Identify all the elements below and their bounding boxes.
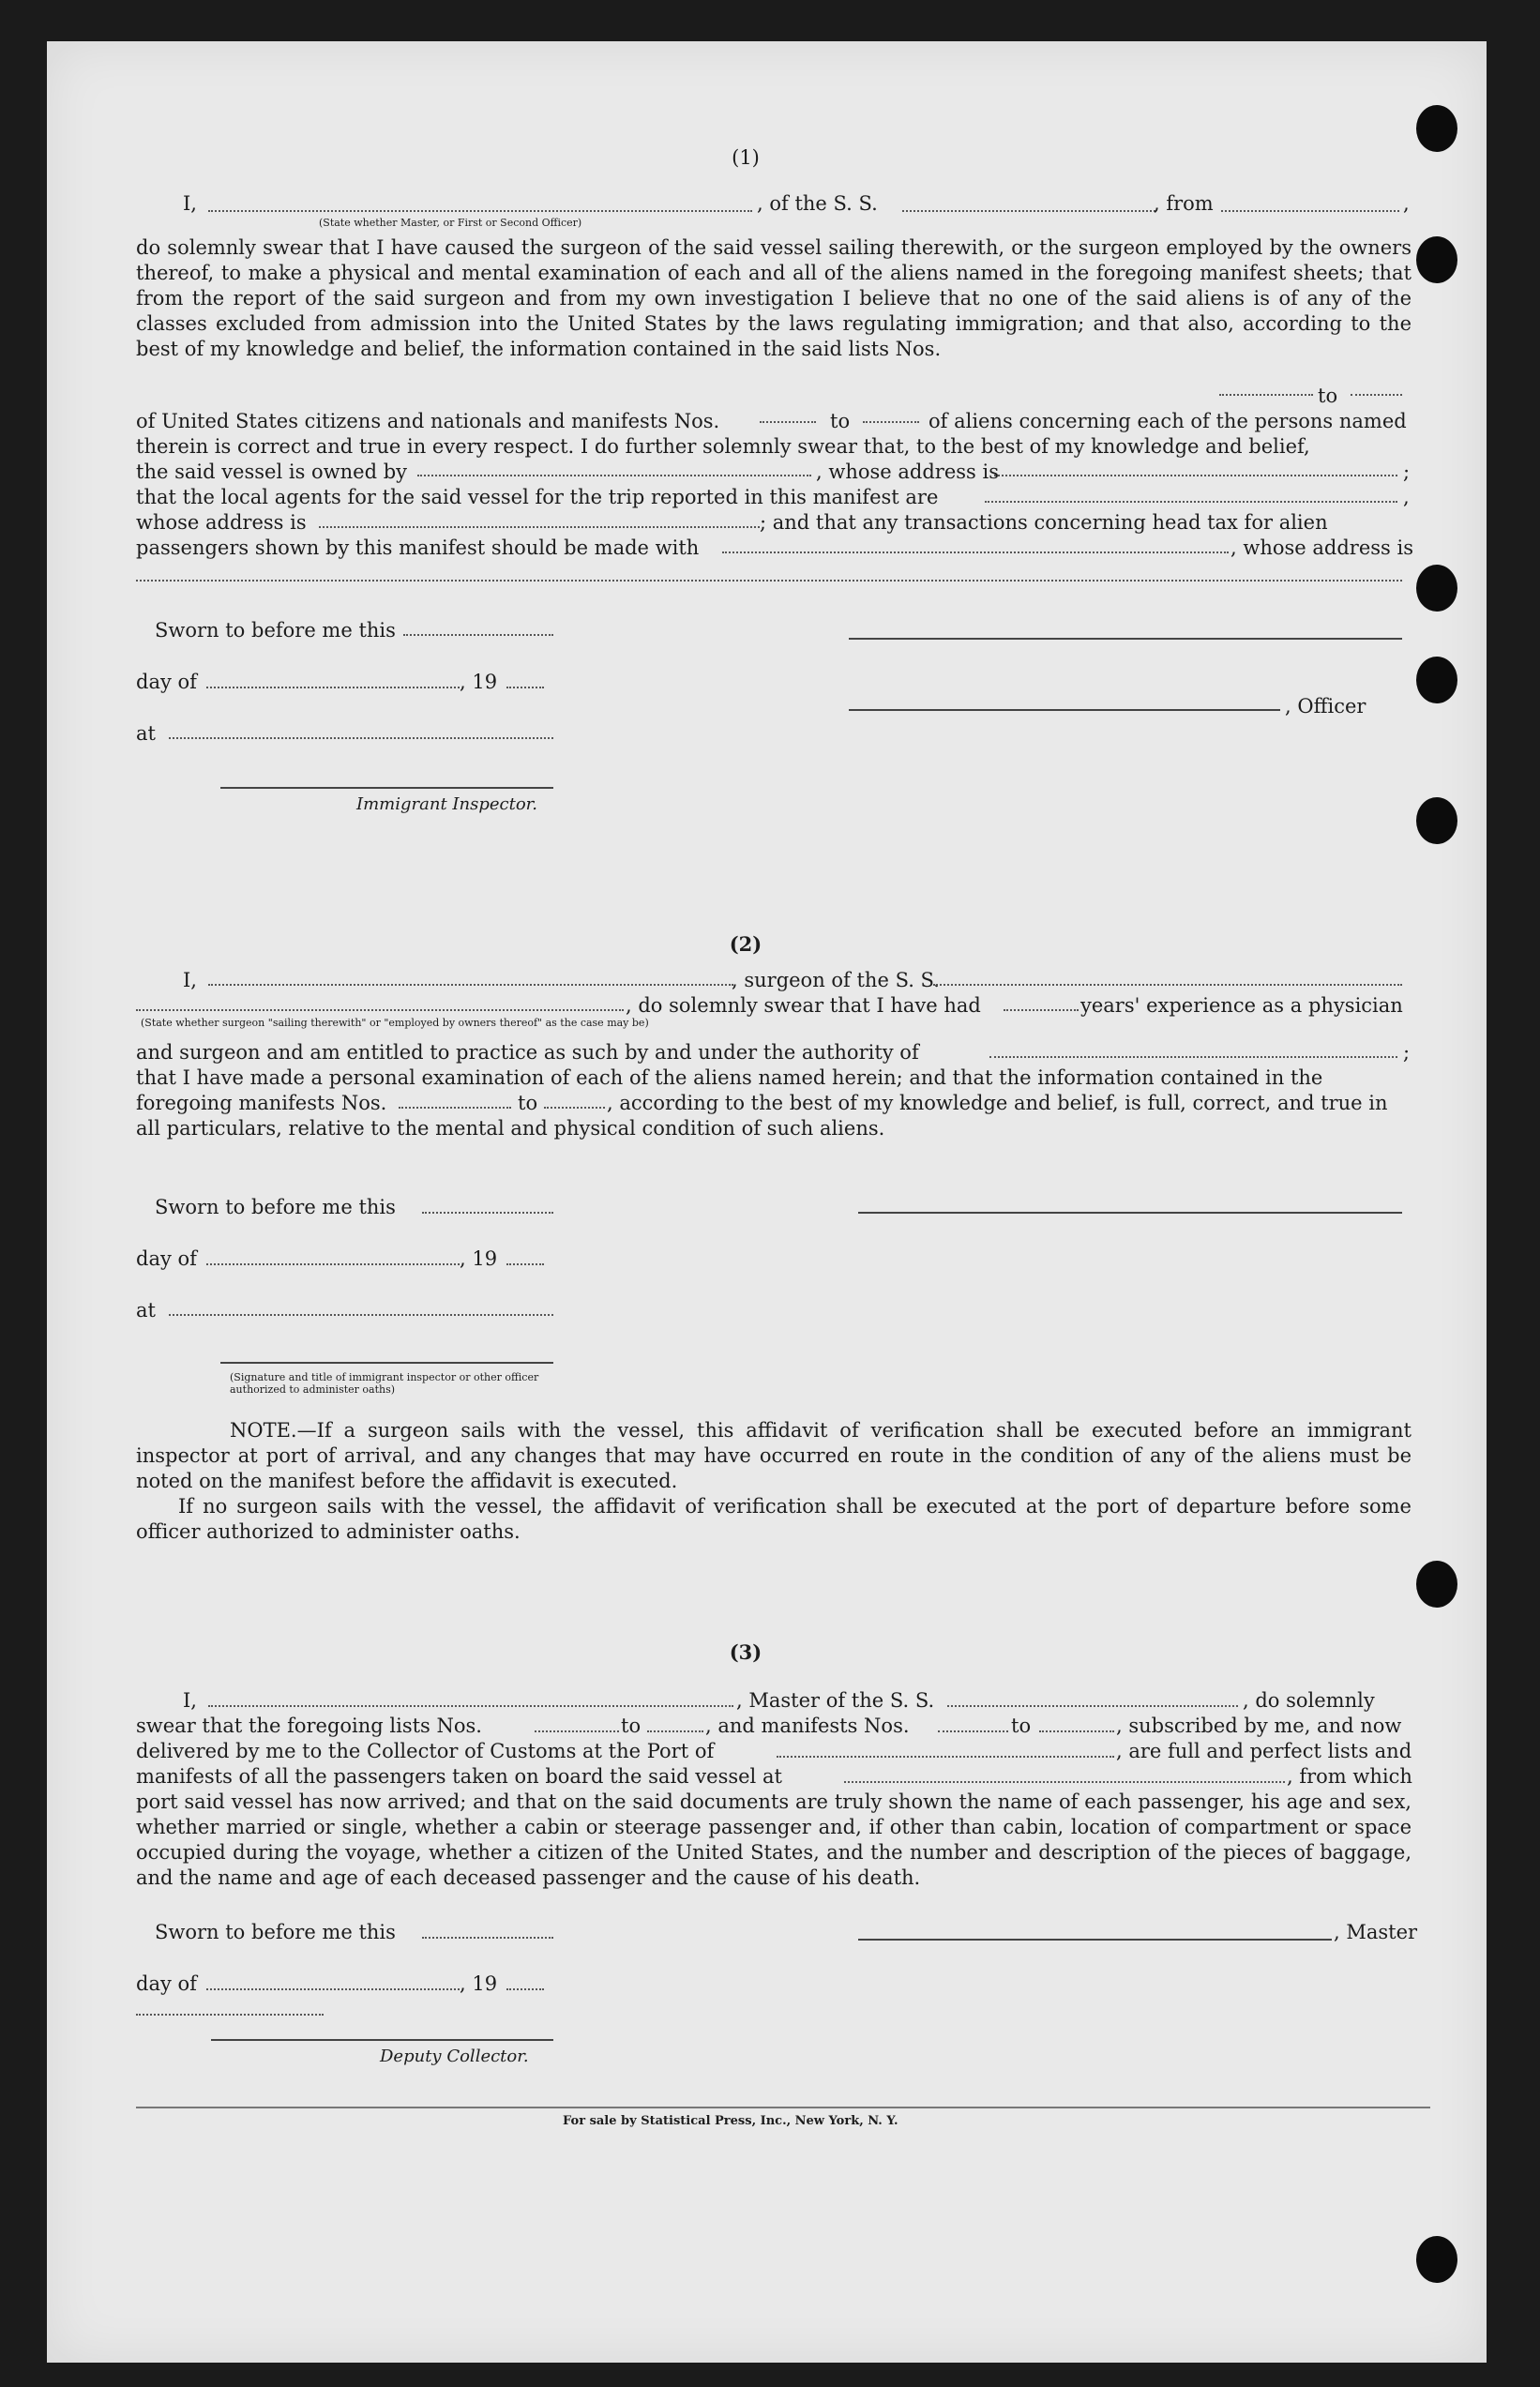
s1-line1-from: , from	[1154, 192, 1214, 215]
punch-hole	[1416, 2236, 1457, 2283]
s3-body-text: port said vessel has now arrived; and that on the said documents are truly shown the name of each passenger, his age and sex, whether married or single, whether a cabin or steerage passenger and, if other than cabin, location of compartment or space occupied during the voyage, whether a citizen of the United States, and the number and description of the pieces of baggage, and the name and age of each deceased passenger and the cause of his death.	[136, 1790, 1412, 1889]
s1-body-text: do solemnly swear that I have caused the surgeon of the said vessel sailing therewith, or the surgeon employed by the owners thereof, to make a physical and mental examination of each and all of the aliens named in the foregoing manifest sheets; that from the report of the said surgeon and from my own investigation I believe that no one of the said aliens is of any of the classes excluded from admission into the United States by the laws regulating immigration; and that also, according to the best of my knowledge and belief, the information contained in the said lists Nos.	[136, 236, 1412, 360]
s2-type-note: (State whether surgeon "sailing therewith" or "employed by owners thereof" as the case may be)	[141, 1017, 649, 1029]
s1-therein: therein is correct and true in every respect. I do further solemnly swear that, to the best of my knowledge and belief,	[136, 435, 1310, 458]
s3-and-manifests: , and manifests Nos.	[705, 1715, 910, 1737]
s3-sworn: Sworn to before me this	[155, 1921, 396, 1943]
footer-text: For sale by Statistical Press, Inc., New York, N. Y.	[563, 2114, 898, 2128]
s1-comma: ,	[1403, 486, 1410, 508]
s3-swear: swear that the foregoing lists Nos.	[136, 1715, 482, 1737]
s3-subscribed: , subscribed by me, and now	[1116, 1715, 1402, 1737]
s3-to2: to	[1011, 1715, 1032, 1737]
s1-inspector-line	[220, 787, 553, 789]
footer-rule	[136, 2107, 1430, 2108]
s1-officer-note: (State whether Master, or First or Second Officer)	[319, 217, 582, 229]
s3-ss-blank	[947, 1705, 1238, 1707]
s2-sworn: Sworn to before me this	[155, 1196, 396, 1218]
s1-signature-line	[849, 638, 1402, 640]
s1-aliens: of aliens concerning each of the persons named	[929, 410, 1407, 432]
s1-lists-from-blank	[1219, 394, 1313, 396]
s3-master-blank	[208, 1705, 733, 1707]
s2-note-text: —If a surgeon sails with the vessel, this affidavit of verification shall be executed before an immigrant inspector at port of arrival, and any changes that may have occurred en route in the condition of any of the aliens must be noted on the manifest before the affidavit is executed.	[136, 1419, 1412, 1492]
s1-passengers: passengers shown by this manifest should be made with	[136, 536, 700, 559]
s1-day-of: day of	[136, 671, 197, 693]
section-3-number: (3)	[729, 1640, 762, 1664]
s3-master: , Master	[1334, 1921, 1418, 1943]
document-page	[47, 41, 1487, 2363]
s2-surgeon-of: , surgeon of the S. S.	[732, 969, 940, 991]
s1-line1-end: ,	[1403, 192, 1410, 215]
s1-line1-i: I,	[183, 192, 197, 215]
s2-year-blank	[506, 1263, 544, 1265]
s3-manifests-from-blank	[938, 1730, 1008, 1732]
punch-hole	[1416, 565, 1457, 612]
s3-collector-line	[211, 2039, 553, 2041]
s2-to: to	[518, 1092, 538, 1114]
s2-i: I,	[183, 969, 197, 991]
s1-lists-to-blank	[1351, 394, 1402, 396]
s1-agents-address-blank	[319, 526, 760, 528]
s2-years-blank	[1004, 1009, 1079, 1011]
s3-day-of: day of	[136, 1972, 197, 1995]
s2-year: , 19	[460, 1247, 498, 1270]
s1-whose-address: , whose address is	[816, 461, 999, 483]
s2-manifests-to-blank	[544, 1107, 605, 1109]
s3-day-blank	[206, 1988, 460, 1990]
s1-sworn: Sworn to before me this	[155, 619, 396, 642]
s3-year: , 19	[460, 1972, 498, 1995]
s3-body	[136, 1790, 1412, 1891]
punch-hole	[1416, 236, 1457, 283]
s2-sworn-blank	[422, 1212, 553, 1214]
s3-delivered: delivered by me to the Collector of Customs at the Port of	[136, 1740, 715, 1762]
s2-authority-blank	[989, 1056, 1397, 1058]
s1-officer-line	[849, 709, 1280, 711]
s3-to1: to	[621, 1715, 642, 1737]
s2-at: at	[136, 1299, 156, 1322]
s3-place-blank	[136, 2014, 324, 2016]
s3-port-taken-blank	[844, 1781, 1285, 1783]
s1-manifests-from-blank	[760, 421, 816, 423]
punch-hole	[1416, 1561, 1457, 1608]
s1-ss-blank	[902, 210, 1155, 212]
s3-manifests-to-blank	[1039, 1730, 1114, 1732]
s2-solemnly: , do solemnly swear that I have had	[626, 994, 981, 1017]
s1-sworn-blank	[403, 634, 553, 636]
s1-whose-address3: , whose address is	[1230, 536, 1413, 559]
s1-line1-ss: , of the S. S.	[757, 192, 878, 215]
s2-note-paragraph	[136, 1418, 1412, 1494]
s1-semi: ;	[1403, 461, 1411, 483]
s1-body	[136, 235, 1412, 362]
s3-sworn-blank	[422, 1937, 553, 1939]
s1-at-blank	[169, 737, 553, 739]
punch-hole	[1416, 657, 1457, 703]
s1-officer-blank	[208, 210, 752, 212]
s2-inspector-line	[220, 1362, 553, 1364]
s2-type-blank	[136, 1009, 624, 1011]
s2-at-blank	[169, 1314, 553, 1316]
s2-particulars: all particulars, relative to the mental and physical condition of such aliens.	[136, 1117, 885, 1140]
s3-lists-from-blank	[535, 1730, 619, 1732]
s1-citizens: of United States citizens and nationals and manifests Nos.	[136, 410, 720, 432]
s2-note-text2: If no surgeon sails with the vessel, the affidavit of verification shall be executed at the port of departure before some officer authorized to administer oaths.	[136, 1495, 1412, 1543]
s1-manifests-to-blank	[863, 421, 919, 423]
s2-authority: and surgeon and am entitled to practice as such by and under the authority of	[136, 1041, 919, 1064]
s2-signature-line	[858, 1212, 1402, 1214]
s1-owned: the said vessel is owned by	[136, 461, 408, 483]
s2-note	[136, 1418, 1412, 1545]
s1-head-tax: ; and that any transactions concerning head tax for alien	[760, 511, 1328, 534]
s2-foregoing: foregoing manifests Nos.	[136, 1092, 387, 1114]
s3-signature-line	[858, 1939, 1332, 1941]
s3-solemnly: , do solemnly	[1243, 1689, 1375, 1712]
s3-deputy: Deputy Collector.	[380, 2047, 529, 2066]
s3-master-of: , Master of the S. S.	[736, 1689, 935, 1712]
s1-year-blank	[506, 687, 544, 688]
section-2-number: (2)	[729, 932, 762, 956]
s3-i: I,	[183, 1689, 197, 1712]
s1-from-blank	[1221, 210, 1399, 212]
s2-exam: that I have made a personal examination of each of the aliens named herein; and that the information contained in the	[136, 1066, 1323, 1089]
s2-day-of: day of	[136, 1247, 197, 1270]
s1-head-tax-address-blank	[136, 580, 1402, 582]
s2-semi: ;	[1403, 1041, 1411, 1064]
s2-surgeon-blank	[208, 984, 733, 986]
s2-years: years' experience as a physician	[1080, 994, 1403, 1017]
s2-ss-blank	[933, 984, 1402, 986]
s1-local-agents: that the local agents for the said vessel for the trip reported in this manifest are	[136, 486, 939, 508]
section-1-number: (1)	[732, 146, 760, 169]
s3-port-blank	[777, 1756, 1114, 1758]
s3-manifests-all: manifests of all the passengers taken on board the said vessel at	[136, 1765, 782, 1788]
s2-day-blank	[206, 1263, 460, 1265]
s1-agents-blank	[985, 501, 1397, 503]
s3-year-blank	[506, 1988, 544, 1990]
s1-owner-blank	[417, 475, 811, 476]
s1-owner-address-blank	[994, 475, 1397, 476]
s2-according: , according to the best of my knowledge and belief, is full, correct, and true in	[607, 1092, 1388, 1114]
s1-whose-address2: whose address is	[136, 511, 307, 534]
s2-signature-note: (Signature and title of immigrant inspector or other officer authorized to administer oaths)	[230, 1371, 539, 1396]
s1-to2: to	[830, 410, 851, 432]
punch-hole	[1416, 797, 1457, 844]
s1-to1: to	[1318, 385, 1338, 407]
s3-full-perfect: , are full and perfect lists and	[1116, 1740, 1412, 1762]
s1-inspector: Immigrant Inspector.	[356, 794, 538, 814]
s3-lists-to-blank	[647, 1730, 703, 1732]
s1-officer: , Officer	[1285, 695, 1366, 718]
s1-head-tax-blank	[722, 551, 1229, 553]
s3-from-which: , from which	[1287, 1765, 1412, 1788]
s1-day-blank	[206, 687, 460, 688]
s1-at: at	[136, 722, 156, 745]
punch-hole	[1416, 105, 1457, 152]
s2-manifests-from-blank	[399, 1107, 511, 1109]
s2-note-label: NOTE.	[230, 1419, 297, 1442]
s1-year: , 19	[460, 671, 498, 693]
